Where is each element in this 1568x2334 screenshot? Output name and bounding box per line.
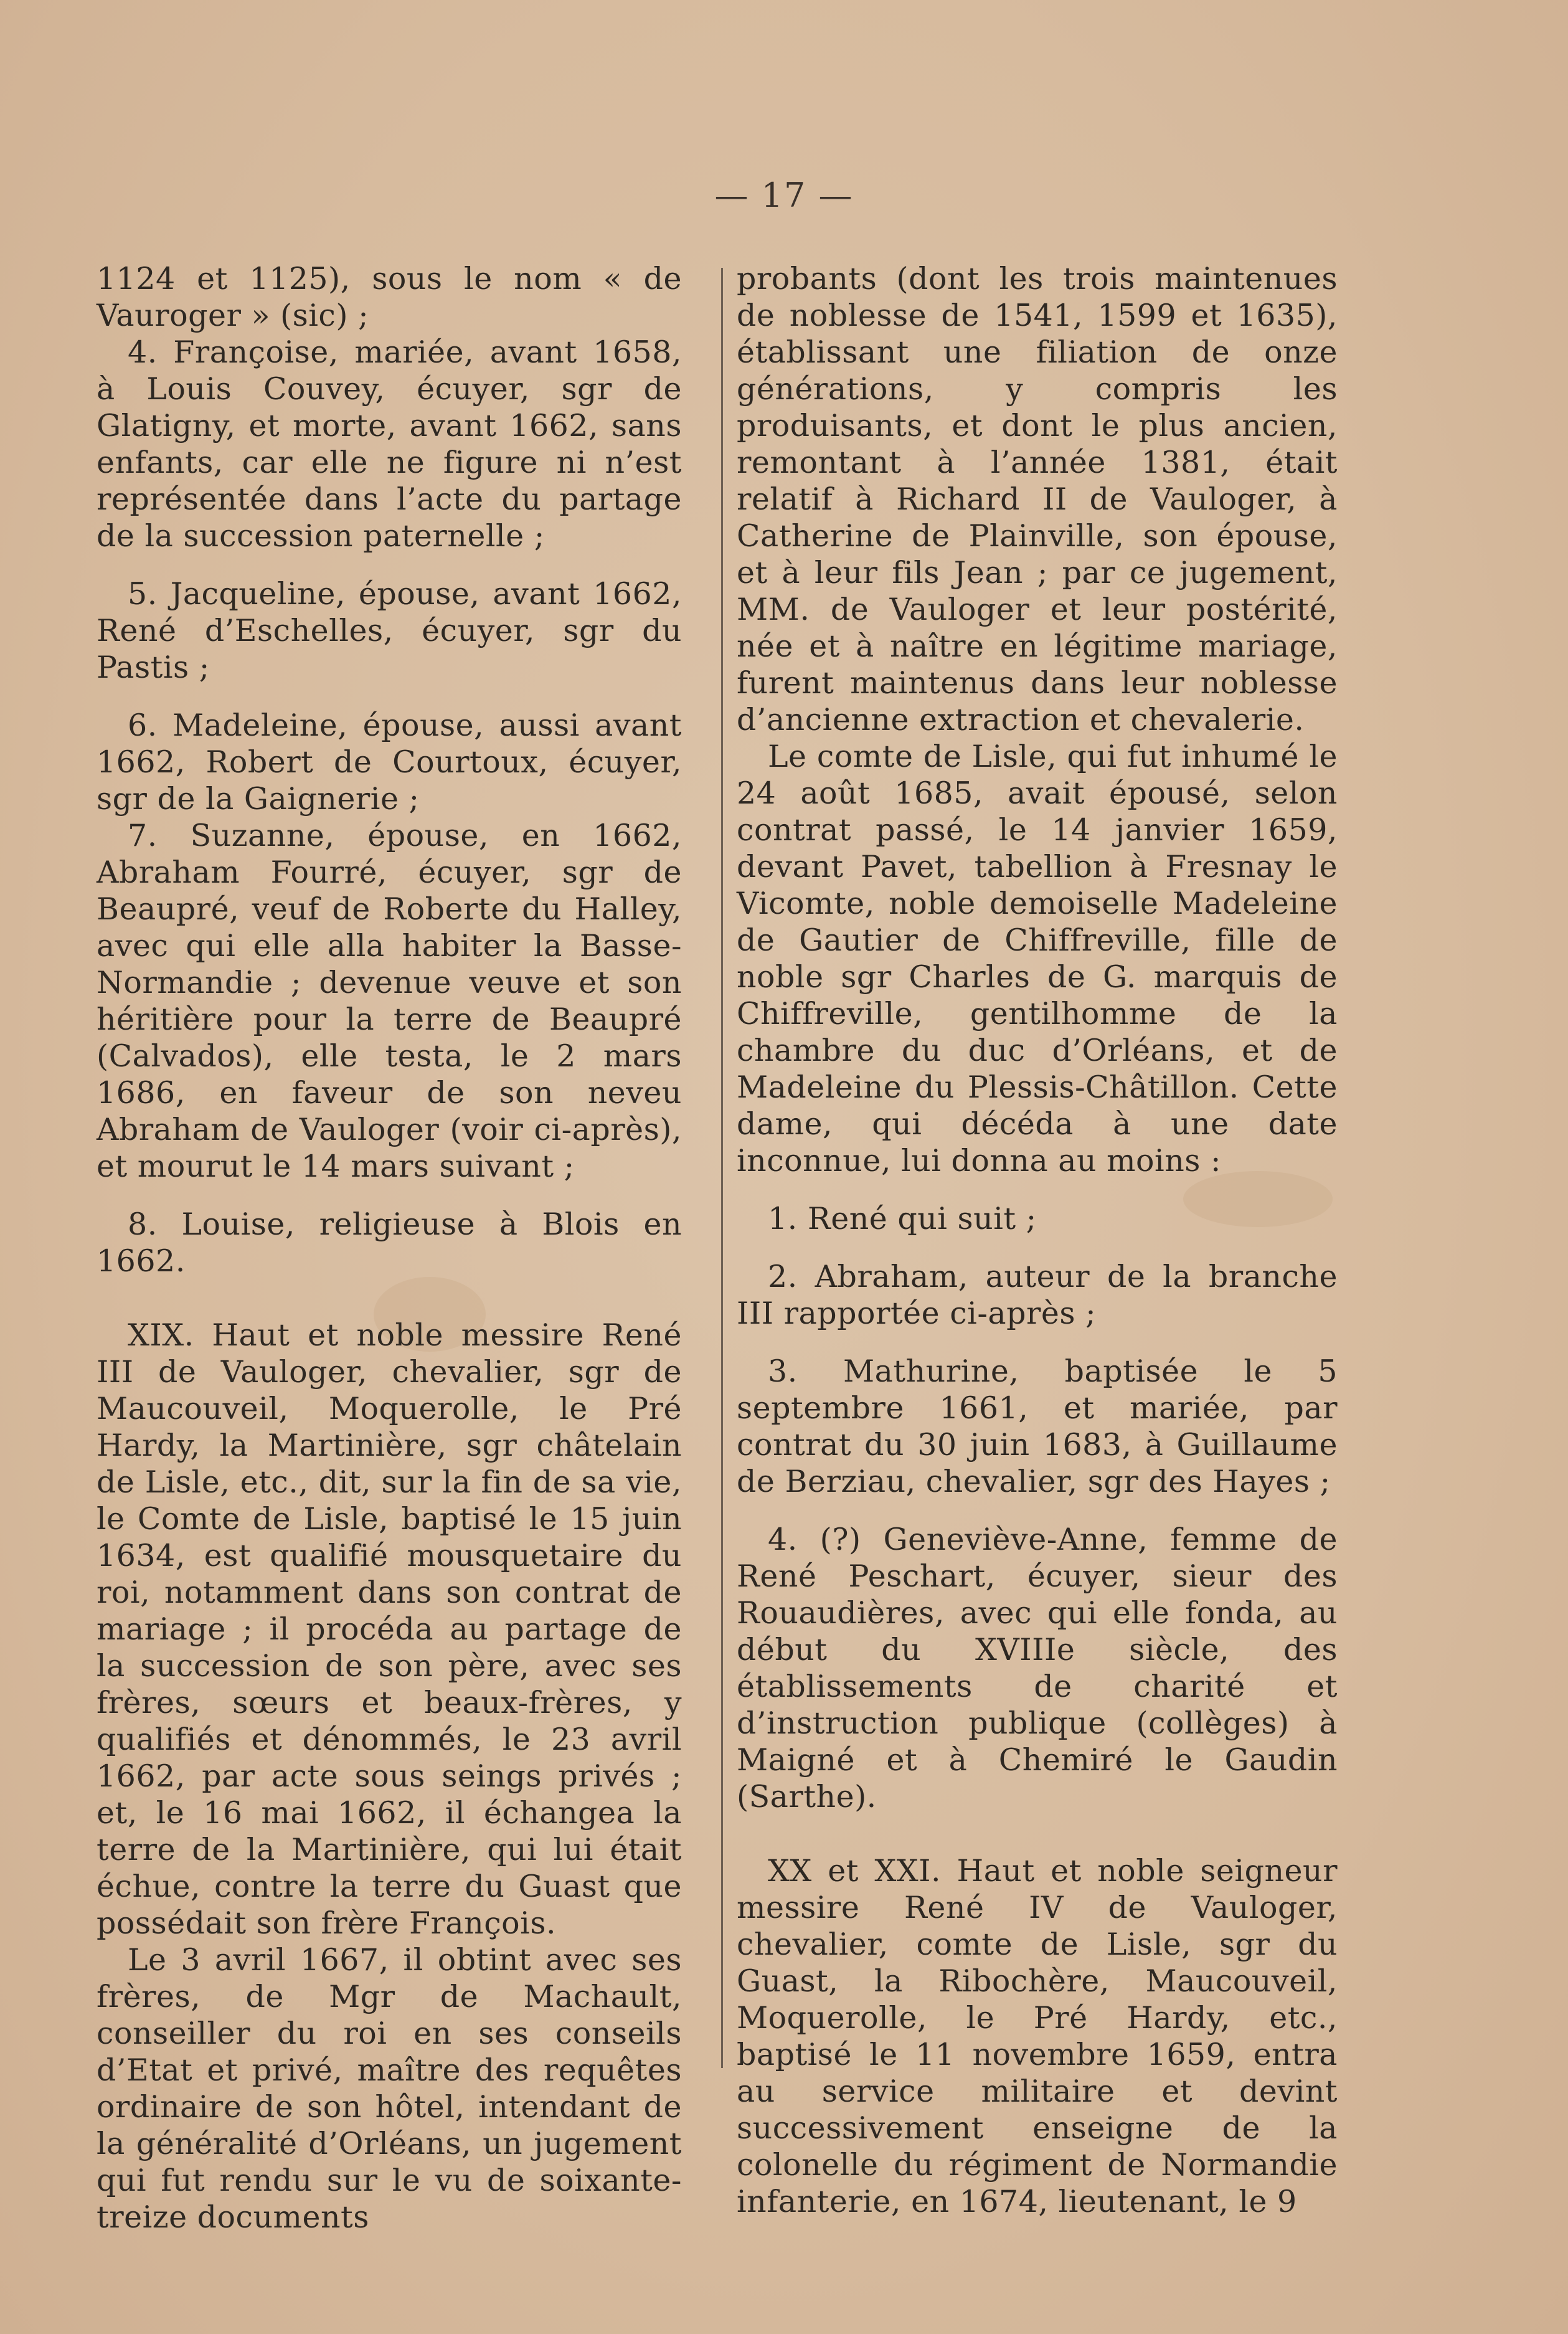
section-heading-paragraph: XX et XXI. Haut et noble seigneur messire René IV de Vauloger, chevalier, comte de Lisle, sgr du Guast, la Ribochère, Maucouveil, Moquerolle, le Pré Hardy, etc., baptisé le 11 novembre 1659, entra au service militaire et devint successivement enseigne de la colonelle du régiment de Normandie infanterie, en 1674, lieutenant, le 9 [737, 1853, 1338, 2219]
paragraph: Le 3 avril 1667, il obtint avec ses frères, de Mgr de Machault, conseiller du roi en ses conseils d’Etat et privé, maître des requêtes ordinaire de son hôtel, intendant de la généralité d’Orléans, un jugement qui fut rendu sur le vu de soixante-treize documents [97, 1942, 682, 2235]
paragraph: 5. Jacqueline, épouse, avant 1662, René d’Eschelles, écuyer, sgr du Pastis ; [97, 576, 682, 685]
paragraph: probants (dont les trois maintenues de noblesse de 1541, 1599 et 1635), établissant une filiation de onze générations, y compris les produisants, et dont le plus ancien, remontant à l’année 1381, était relatif à Richard II de Vauloger, à Catherine de Plainville, son épouse, et à leur fils Jean ; par ce jugement, MM. de Vauloger et leur postérité, née et à naître en légitime mariage, furent maintenus dans leur noblesse d’ancienne extraction et chevalerie. [737, 261, 1338, 738]
paragraph: 4. Françoise, mariée, avant 1658, à Louis Couvey, écuyer, sgr de Glatigny, et morte, avant 1662, sans enfants, car elle ne figure ni n’est représentée dans l’acte du partage de la succession paternelle ; [97, 334, 682, 554]
paragraph: 6. Madeleine, épouse, aussi avant 1662, Robert de Courtoux, écuyer, sgr de la Gaignerie ; [97, 708, 682, 817]
right-column [737, 260, 1338, 2220]
paragraph: 1124 et 1125), sous le nom « de Vauroger » (sic) ; [97, 261, 682, 333]
list-item: 4. (?) Geneviève-Anne, femme de René Peschart, écuyer, sieur des Rouaudières, avec qui elle fonda, au début du XVIIIe siècle, des établissements de charité et d’instruction publique (collèges) à Maigné et à Chemiré le Gaudin (Sarthe). [737, 1522, 1338, 1815]
section-heading-paragraph: XIX. Haut et noble messire René III de Vauloger, chevalier, sgr de Maucouveil, Moquerolle, le Pré Hardy, la Martinière, sgr châtelain de Lisle, etc., dit, sur la fin de sa vie, le Comte de Lisle, baptisé le 15 juin 1634, est qualifié mousquetaire du roi, notamment dans son contrat de mariage ; il procéda au partage de la succession de son père, avec ses frères, sœurs et beaux-frères, y qualifiés et dénommés, le 23 avril 1662, par acte sous seings privés ; et, le 16 mai 1662, il échangea la terre de la Martinière, qui lui était échue, contre la terre du Guast que possédait son frère François. [97, 1317, 682, 1941]
paragraph: Le comte de Lisle, qui fut inhumé le 24 août 1685, avait épousé, selon contrat passé, le 14 janvier 1659, devant Pavet, tabellion à Fresnay le Vicomte, noble demoiselle Madeleine de Gautier de Chiffreville, fille de noble sgr Charles de G. marquis de Chiffreville, gentilhomme de la chambre du duc d’Orléans, et de Madeleine du Plessis-Châtillon. Cette dame, qui décéda à une date inconnue, lui donna au moins : [737, 739, 1338, 1179]
paragraph: 8. Louise, religieuse à Blois en 1662. [97, 1207, 682, 1279]
page-number: — 17 — [714, 176, 854, 215]
column-divider [721, 268, 723, 2068]
list-item: 2. Abraham, auteur de la branche III rapportée ci-après ; [737, 1259, 1338, 1331]
paragraph: 7. Suzanne, épouse, en 1662, Abraham Fourré, écuyer, sgr de Beaupré, veuf de Roberte du Halley, avec qui elle alla habiter la Basse-Normandie ; devenue veuve et son héritière pour la terre de Beaupré (Calvados), elle testa, le 2 mars 1686, en faveur de son neveu Abraham de Vauloger (voir ci-après), et mourut le 14 mars suivant ; [97, 818, 682, 1184]
list-item: 3. Mathurine, baptisée le 5 septembre 1661, et mariée, par contrat du 30 juin 1683, à Guillaume de Berziau, chevalier, sgr des Hayes ; [737, 1354, 1338, 1499]
list-item: 1. René qui suit ; [768, 1201, 1037, 1236]
left-column [97, 260, 682, 2236]
